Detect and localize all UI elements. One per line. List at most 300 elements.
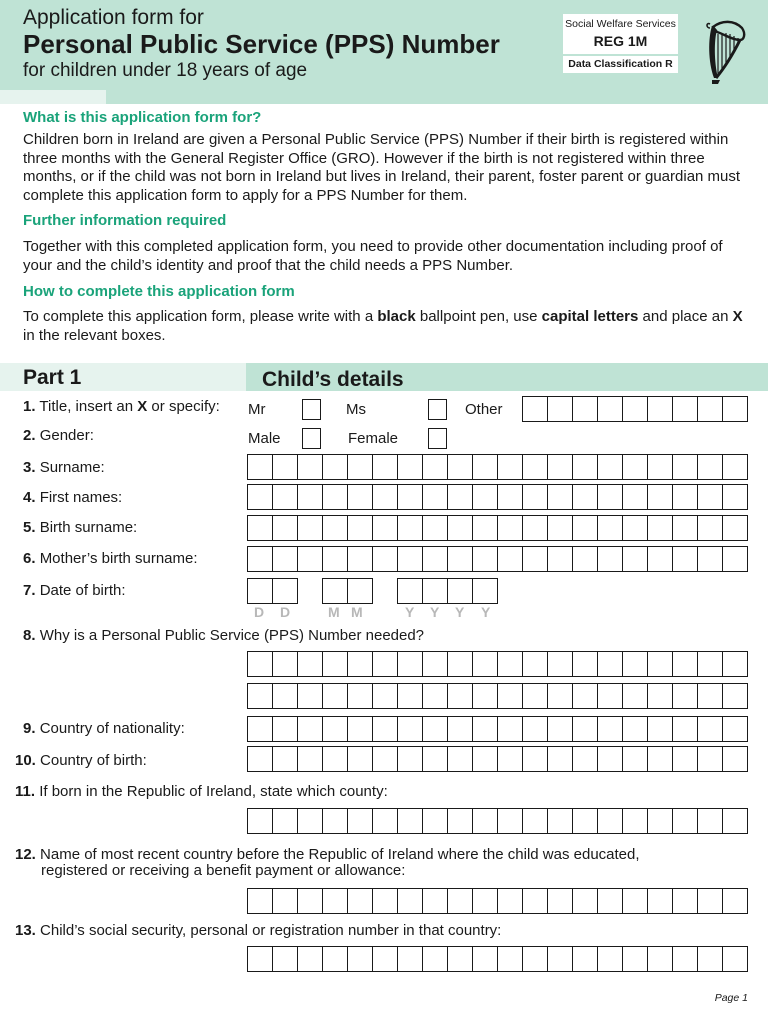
char-cell[interactable] bbox=[673, 485, 698, 509]
char-cell[interactable] bbox=[398, 889, 423, 913]
char-cell[interactable] bbox=[323, 947, 348, 971]
mothers-birth-surname-input[interactable] bbox=[247, 546, 748, 572]
char-cell[interactable] bbox=[473, 809, 498, 833]
char-cell[interactable] bbox=[323, 516, 348, 540]
county-input[interactable] bbox=[247, 808, 748, 834]
char-cell[interactable] bbox=[623, 747, 648, 771]
char-cell[interactable] bbox=[498, 947, 523, 971]
char-cell[interactable] bbox=[573, 652, 598, 676]
char-cell[interactable] bbox=[473, 652, 498, 676]
char-cell[interactable] bbox=[648, 485, 673, 509]
char-cell[interactable] bbox=[473, 579, 498, 603]
char-cell[interactable] bbox=[598, 397, 623, 421]
char-cell[interactable] bbox=[598, 947, 623, 971]
dob-month-hint-1: M bbox=[328, 604, 340, 620]
question-6-label: 6. Mother’s birth surname: bbox=[23, 550, 198, 567]
char-cell[interactable] bbox=[248, 747, 273, 771]
char-cell[interactable] bbox=[348, 747, 373, 771]
char-cell[interactable] bbox=[273, 485, 298, 509]
char-cell[interactable] bbox=[548, 397, 573, 421]
dob-day-hint-2: D bbox=[280, 604, 291, 620]
char-cell[interactable] bbox=[523, 652, 548, 676]
char-cell[interactable] bbox=[673, 652, 698, 676]
char-cell[interactable] bbox=[248, 684, 273, 708]
char-cell[interactable] bbox=[298, 947, 323, 971]
question-10-label: 10. Country of birth: bbox=[15, 752, 147, 769]
char-cell[interactable] bbox=[573, 547, 598, 571]
char-cell[interactable] bbox=[348, 809, 373, 833]
title-option-mr-label: Mr bbox=[248, 401, 266, 418]
char-cell[interactable] bbox=[423, 652, 448, 676]
char-cell[interactable] bbox=[348, 889, 373, 913]
question-9-label: 9. Country of nationality: bbox=[23, 720, 185, 737]
char-cell[interactable] bbox=[398, 516, 423, 540]
char-cell[interactable] bbox=[598, 717, 623, 741]
char-cell[interactable] bbox=[648, 684, 673, 708]
char-cell[interactable] bbox=[598, 652, 623, 676]
char-cell[interactable] bbox=[623, 547, 648, 571]
char-cell[interactable] bbox=[298, 889, 323, 913]
char-cell[interactable] bbox=[498, 809, 523, 833]
char-cell[interactable] bbox=[573, 516, 598, 540]
char-cell[interactable] bbox=[548, 485, 573, 509]
char-cell[interactable] bbox=[723, 747, 748, 771]
char-cell[interactable] bbox=[273, 516, 298, 540]
data-classification: Data Classification R bbox=[563, 56, 678, 73]
char-cell[interactable] bbox=[473, 485, 498, 509]
char-cell[interactable] bbox=[448, 809, 473, 833]
dob-year-hint-1: Y bbox=[405, 604, 415, 620]
dob-day-input[interactable] bbox=[247, 578, 298, 604]
char-cell[interactable] bbox=[648, 547, 673, 571]
char-cell[interactable] bbox=[323, 455, 348, 479]
dob-year-hint-3: Y bbox=[455, 604, 465, 620]
char-cell[interactable] bbox=[598, 485, 623, 509]
char-cell[interactable] bbox=[523, 516, 548, 540]
char-cell[interactable] bbox=[273, 579, 298, 603]
char-cell[interactable] bbox=[448, 947, 473, 971]
paragraph-how-to: To complete this application form, please write with a black ballpoint pen, use capital letters and place an X in the relevant boxes. bbox=[23, 308, 743, 344]
char-cell[interactable] bbox=[373, 485, 398, 509]
char-cell[interactable] bbox=[298, 485, 323, 509]
country-of-birth-input[interactable] bbox=[247, 746, 748, 772]
char-cell[interactable] bbox=[423, 485, 448, 509]
char-cell[interactable] bbox=[373, 947, 398, 971]
char-cell[interactable] bbox=[273, 747, 298, 771]
char-cell[interactable] bbox=[698, 809, 723, 833]
char-cell[interactable] bbox=[498, 547, 523, 571]
title-option-other-label: Other bbox=[465, 401, 503, 418]
char-cell[interactable] bbox=[398, 455, 423, 479]
char-cell[interactable] bbox=[323, 652, 348, 676]
dob-day-hint-1: D bbox=[254, 604, 265, 620]
char-cell[interactable] bbox=[598, 747, 623, 771]
char-cell[interactable] bbox=[523, 455, 548, 479]
char-cell[interactable] bbox=[673, 889, 698, 913]
dob-year-hint-4: Y bbox=[481, 604, 491, 620]
char-cell[interactable] bbox=[598, 684, 623, 708]
char-cell[interactable] bbox=[648, 947, 673, 971]
char-cell[interactable] bbox=[623, 889, 648, 913]
question-3-label: 3. Surname: bbox=[23, 459, 105, 476]
title-ms-checkbox[interactable] bbox=[428, 399, 447, 420]
char-cell[interactable] bbox=[648, 516, 673, 540]
form-title-line2: Personal Public Service (PPS) Number bbox=[23, 29, 500, 59]
char-cell[interactable] bbox=[348, 516, 373, 540]
char-cell[interactable] bbox=[598, 516, 623, 540]
surname-input[interactable] bbox=[247, 454, 748, 480]
char-cell[interactable] bbox=[248, 516, 273, 540]
dob-month-hint-2: M bbox=[351, 604, 363, 620]
char-cell[interactable] bbox=[698, 547, 723, 571]
char-cell[interactable] bbox=[548, 947, 573, 971]
char-cell[interactable] bbox=[323, 485, 348, 509]
char-cell[interactable] bbox=[373, 717, 398, 741]
gender-male-checkbox[interactable] bbox=[302, 428, 321, 449]
char-cell[interactable] bbox=[373, 652, 398, 676]
char-cell[interactable] bbox=[373, 684, 398, 708]
char-cell[interactable] bbox=[448, 485, 473, 509]
char-cell[interactable] bbox=[673, 747, 698, 771]
char-cell[interactable] bbox=[498, 485, 523, 509]
char-cell[interactable] bbox=[473, 747, 498, 771]
char-cell[interactable] bbox=[273, 717, 298, 741]
title-other-input[interactable] bbox=[522, 396, 748, 422]
char-cell[interactable] bbox=[423, 684, 448, 708]
gender-female-checkbox[interactable] bbox=[428, 428, 447, 449]
char-cell[interactable] bbox=[398, 947, 423, 971]
char-cell[interactable] bbox=[723, 809, 748, 833]
char-cell[interactable] bbox=[573, 684, 598, 708]
char-cell[interactable] bbox=[548, 516, 573, 540]
char-cell[interactable] bbox=[573, 889, 598, 913]
char-cell[interactable] bbox=[398, 717, 423, 741]
foreign-id-number-input[interactable] bbox=[247, 946, 748, 972]
char-cell[interactable] bbox=[373, 547, 398, 571]
char-cell[interactable] bbox=[523, 889, 548, 913]
char-cell[interactable] bbox=[723, 455, 748, 479]
question-8-label: 8. Why is a Personal Public Service (PPS) Number needed? bbox=[23, 627, 425, 644]
char-cell[interactable] bbox=[423, 455, 448, 479]
header-strip bbox=[0, 90, 768, 104]
char-cell[interactable] bbox=[348, 579, 373, 603]
char-cell[interactable] bbox=[423, 747, 448, 771]
char-cell[interactable] bbox=[673, 397, 698, 421]
char-cell[interactable] bbox=[673, 947, 698, 971]
char-cell[interactable] bbox=[248, 889, 273, 913]
char-cell[interactable] bbox=[548, 455, 573, 479]
char-cell[interactable] bbox=[323, 889, 348, 913]
char-cell[interactable] bbox=[673, 455, 698, 479]
form-code: REG 1M bbox=[593, 33, 648, 49]
char-cell[interactable] bbox=[348, 652, 373, 676]
form-reference-box bbox=[563, 14, 678, 54]
birth-surname-input[interactable] bbox=[247, 515, 748, 541]
char-cell[interactable] bbox=[348, 717, 373, 741]
char-cell[interactable] bbox=[648, 652, 673, 676]
char-cell[interactable] bbox=[598, 455, 623, 479]
char-cell[interactable] bbox=[698, 455, 723, 479]
section-heading-purpose: What is this application form for? bbox=[23, 109, 262, 126]
char-cell[interactable] bbox=[423, 516, 448, 540]
char-cell[interactable] bbox=[523, 947, 548, 971]
char-cell[interactable] bbox=[673, 809, 698, 833]
char-cell[interactable] bbox=[573, 809, 598, 833]
char-cell[interactable] bbox=[473, 455, 498, 479]
char-cell[interactable] bbox=[423, 947, 448, 971]
question-4-label: 4. First names: bbox=[23, 489, 123, 506]
char-cell[interactable] bbox=[723, 485, 748, 509]
char-cell[interactable] bbox=[348, 485, 373, 509]
char-cell[interactable] bbox=[648, 397, 673, 421]
char-cell[interactable] bbox=[398, 747, 423, 771]
char-cell[interactable] bbox=[423, 809, 448, 833]
char-cell[interactable] bbox=[623, 455, 648, 479]
char-cell[interactable] bbox=[698, 947, 723, 971]
gender-option-male-label: Male bbox=[248, 430, 281, 447]
title-mr-checkbox[interactable] bbox=[302, 399, 321, 420]
char-cell[interactable] bbox=[573, 747, 598, 771]
section-heading-further-info: Further information required bbox=[23, 212, 227, 229]
char-cell[interactable] bbox=[523, 397, 548, 421]
question-12-label: 12. Name of most recent country before the Republic of Ireland where the child was educated, bbox=[15, 846, 640, 863]
char-cell[interactable] bbox=[373, 809, 398, 833]
char-cell[interactable] bbox=[298, 652, 323, 676]
char-cell[interactable] bbox=[423, 889, 448, 913]
char-cell[interactable] bbox=[373, 747, 398, 771]
char-cell[interactable] bbox=[648, 889, 673, 913]
char-cell[interactable] bbox=[673, 547, 698, 571]
char-cell[interactable] bbox=[598, 547, 623, 571]
form-title-line3: for children under 18 years of age bbox=[23, 60, 308, 81]
harp-emblem-icon bbox=[704, 18, 748, 86]
char-cell[interactable] bbox=[323, 684, 348, 708]
char-cell[interactable] bbox=[423, 717, 448, 741]
question-13-label: 13. Child’s social security, personal or registration number in that country: bbox=[15, 922, 502, 939]
pps-reason-input-line1[interactable] bbox=[247, 651, 748, 677]
char-cell[interactable] bbox=[623, 684, 648, 708]
char-cell[interactable] bbox=[473, 684, 498, 708]
char-cell[interactable] bbox=[648, 717, 673, 741]
char-cell[interactable] bbox=[448, 747, 473, 771]
char-cell[interactable] bbox=[498, 652, 523, 676]
char-cell[interactable] bbox=[323, 747, 348, 771]
char-cell[interactable] bbox=[448, 889, 473, 913]
char-cell[interactable] bbox=[723, 652, 748, 676]
char-cell[interactable] bbox=[248, 652, 273, 676]
char-cell[interactable] bbox=[623, 397, 648, 421]
char-cell[interactable] bbox=[623, 947, 648, 971]
char-cell[interactable] bbox=[698, 516, 723, 540]
char-cell[interactable] bbox=[698, 652, 723, 676]
char-cell[interactable] bbox=[298, 809, 323, 833]
char-cell[interactable] bbox=[498, 455, 523, 479]
char-cell[interactable] bbox=[723, 947, 748, 971]
dob-year-input[interactable] bbox=[397, 578, 498, 604]
question-5-label: 5. Birth surname: bbox=[23, 519, 138, 536]
char-cell[interactable] bbox=[498, 684, 523, 708]
pps-reason-input-line2[interactable] bbox=[247, 683, 748, 709]
char-cell[interactable] bbox=[498, 717, 523, 741]
char-cell[interactable] bbox=[448, 516, 473, 540]
char-cell[interactable] bbox=[623, 652, 648, 676]
char-cell[interactable] bbox=[723, 717, 748, 741]
char-cell[interactable] bbox=[298, 516, 323, 540]
char-cell[interactable] bbox=[548, 809, 573, 833]
char-cell[interactable] bbox=[348, 455, 373, 479]
char-cell[interactable] bbox=[523, 684, 548, 708]
char-cell[interactable] bbox=[723, 547, 748, 571]
char-cell[interactable] bbox=[248, 485, 273, 509]
char-cell[interactable] bbox=[298, 455, 323, 479]
question-7-label: 7. Date of birth: bbox=[23, 582, 126, 599]
char-cell[interactable] bbox=[298, 684, 323, 708]
char-cell[interactable] bbox=[573, 717, 598, 741]
char-cell[interactable] bbox=[448, 455, 473, 479]
char-cell[interactable] bbox=[298, 747, 323, 771]
char-cell[interactable] bbox=[373, 455, 398, 479]
char-cell[interactable] bbox=[523, 485, 548, 509]
header-strip-light bbox=[0, 90, 106, 104]
char-cell[interactable] bbox=[373, 889, 398, 913]
char-cell[interactable] bbox=[323, 579, 348, 603]
char-cell[interactable] bbox=[273, 809, 298, 833]
char-cell[interactable] bbox=[523, 747, 548, 771]
char-cell[interactable] bbox=[548, 747, 573, 771]
char-cell[interactable] bbox=[473, 516, 498, 540]
char-cell[interactable] bbox=[698, 684, 723, 708]
char-cell[interactable] bbox=[448, 579, 473, 603]
char-cell[interactable] bbox=[548, 684, 573, 708]
recent-country-input[interactable] bbox=[247, 888, 748, 914]
char-cell[interactable] bbox=[323, 717, 348, 741]
char-cell[interactable] bbox=[548, 547, 573, 571]
char-cell[interactable] bbox=[323, 809, 348, 833]
char-cell[interactable] bbox=[473, 717, 498, 741]
char-cell[interactable] bbox=[548, 889, 573, 913]
char-cell[interactable] bbox=[723, 516, 748, 540]
char-cell[interactable] bbox=[698, 485, 723, 509]
part-label: Part 1 bbox=[23, 366, 82, 389]
char-cell[interactable] bbox=[273, 947, 298, 971]
char-cell[interactable] bbox=[523, 809, 548, 833]
char-cell[interactable] bbox=[398, 485, 423, 509]
char-cell[interactable] bbox=[398, 547, 423, 571]
char-cell[interactable] bbox=[648, 747, 673, 771]
char-cell[interactable] bbox=[248, 455, 273, 479]
dob-year-hint-2: Y bbox=[430, 604, 440, 620]
char-cell[interactable] bbox=[423, 579, 448, 603]
char-cell[interactable] bbox=[448, 547, 473, 571]
char-cell[interactable] bbox=[673, 516, 698, 540]
char-cell[interactable] bbox=[473, 889, 498, 913]
char-cell[interactable] bbox=[573, 485, 598, 509]
char-cell[interactable] bbox=[548, 652, 573, 676]
char-cell[interactable] bbox=[498, 889, 523, 913]
nationality-input[interactable] bbox=[247, 716, 748, 742]
char-cell[interactable] bbox=[348, 947, 373, 971]
char-cell[interactable] bbox=[248, 947, 273, 971]
question-11-label: 11. If born in the Republic of Ireland, state which county: bbox=[15, 783, 388, 800]
char-cell[interactable] bbox=[398, 684, 423, 708]
char-cell[interactable] bbox=[298, 547, 323, 571]
char-cell[interactable] bbox=[598, 889, 623, 913]
char-cell[interactable] bbox=[248, 547, 273, 571]
char-cell[interactable] bbox=[423, 547, 448, 571]
char-cell[interactable] bbox=[698, 889, 723, 913]
char-cell[interactable] bbox=[573, 397, 598, 421]
char-cell[interactable] bbox=[398, 809, 423, 833]
char-cell[interactable] bbox=[273, 889, 298, 913]
char-cell[interactable] bbox=[323, 547, 348, 571]
char-cell[interactable] bbox=[598, 809, 623, 833]
char-cell[interactable] bbox=[348, 547, 373, 571]
paragraph-further-info: Together with this completed application form, you need to provide other documentation including proof of your and the child’s identity and proof that the child needs a PPS Number. bbox=[23, 238, 723, 274]
char-cell[interactable] bbox=[448, 717, 473, 741]
section-heading-how-to: How to complete this application form bbox=[23, 283, 295, 300]
char-cell[interactable] bbox=[448, 684, 473, 708]
char-cell[interactable] bbox=[548, 717, 573, 741]
char-cell[interactable] bbox=[398, 579, 423, 603]
char-cell[interactable] bbox=[498, 747, 523, 771]
question-1-label: 1. Title, insert an X or specify: bbox=[23, 398, 220, 415]
char-cell[interactable] bbox=[523, 547, 548, 571]
char-cell[interactable] bbox=[473, 547, 498, 571]
char-cell[interactable] bbox=[498, 516, 523, 540]
char-cell[interactable] bbox=[623, 717, 648, 741]
question-12-label-line2: registered or receiving a benefit payment or allowance: bbox=[41, 862, 406, 879]
char-cell[interactable] bbox=[698, 397, 723, 421]
char-cell[interactable] bbox=[473, 947, 498, 971]
char-cell[interactable] bbox=[248, 809, 273, 833]
paragraph-purpose: Children born in Ireland are given a Personal Public Service (PPS) Number if their birth is registered within three months with the General Register Office (GRO). However if the birth is not registered within three months, or if the child was not born in Ireland but lives in Ireland, their parent, foster parent or guardian must complete this application form to apply for a PPS Number for them. bbox=[23, 131, 741, 204]
char-cell[interactable] bbox=[723, 397, 748, 421]
char-cell[interactable] bbox=[273, 547, 298, 571]
char-cell[interactable] bbox=[298, 717, 323, 741]
char-cell[interactable] bbox=[723, 889, 748, 913]
char-cell[interactable] bbox=[623, 809, 648, 833]
char-cell[interactable] bbox=[448, 652, 473, 676]
dob-month-input[interactable] bbox=[322, 578, 373, 604]
gender-option-female-label: Female bbox=[348, 430, 399, 447]
char-cell[interactable] bbox=[673, 684, 698, 708]
char-cell[interactable] bbox=[248, 579, 273, 603]
char-cell[interactable] bbox=[273, 455, 298, 479]
page-number: Page 1 bbox=[714, 992, 748, 1004]
char-cell[interactable] bbox=[723, 684, 748, 708]
agency-name: Social Welfare Services bbox=[565, 18, 676, 30]
char-cell[interactable] bbox=[348, 684, 373, 708]
char-cell[interactable] bbox=[248, 717, 273, 741]
char-cell[interactable] bbox=[523, 717, 548, 741]
char-cell[interactable] bbox=[648, 455, 673, 479]
char-cell[interactable] bbox=[623, 485, 648, 509]
char-cell[interactable] bbox=[698, 747, 723, 771]
char-cell[interactable] bbox=[398, 652, 423, 676]
char-cell[interactable] bbox=[648, 809, 673, 833]
char-cell[interactable] bbox=[273, 652, 298, 676]
part-title: Child’s details bbox=[262, 368, 404, 391]
char-cell[interactable] bbox=[698, 717, 723, 741]
char-cell[interactable] bbox=[623, 516, 648, 540]
char-cell[interactable] bbox=[573, 455, 598, 479]
first-names-input[interactable] bbox=[247, 484, 748, 510]
form-title-line1: Application form for bbox=[23, 6, 204, 29]
char-cell[interactable] bbox=[573, 947, 598, 971]
char-cell[interactable] bbox=[373, 516, 398, 540]
char-cell[interactable] bbox=[673, 717, 698, 741]
char-cell[interactable] bbox=[273, 684, 298, 708]
